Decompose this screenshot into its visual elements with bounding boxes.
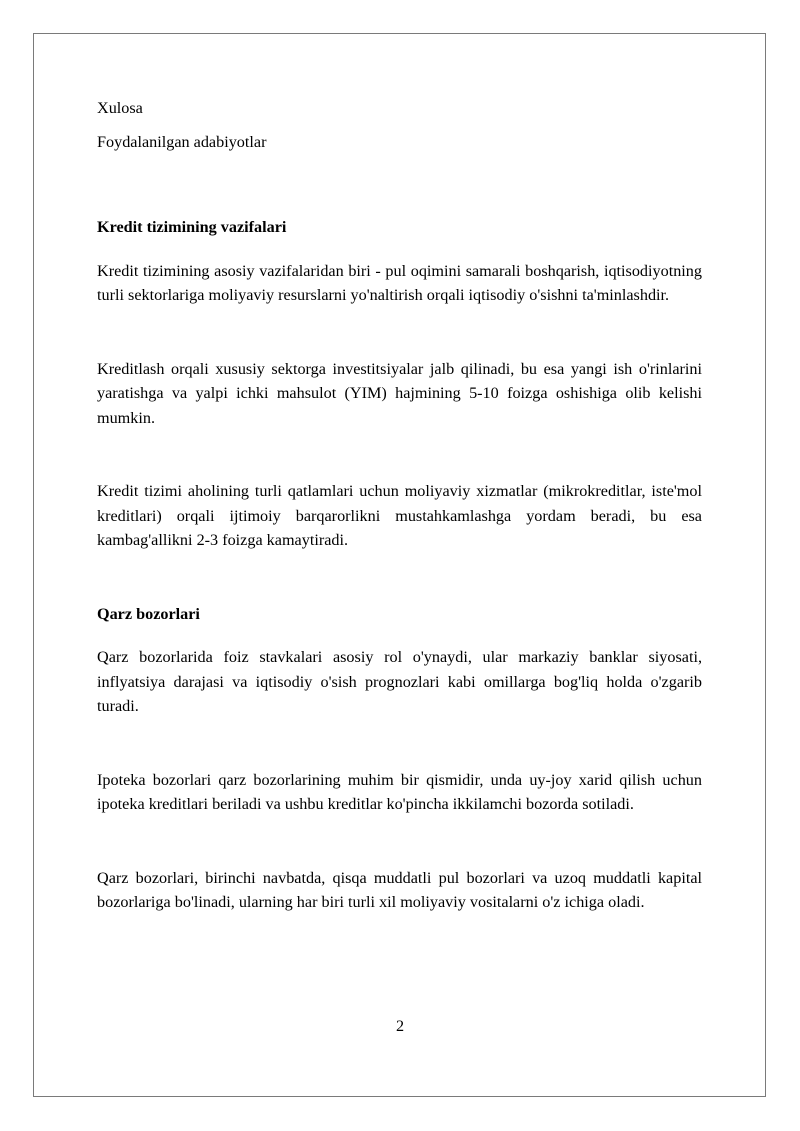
page-number: 2: [395, 1017, 405, 1035]
paragraph: Kreditlash orqali xususiy sektorga investitsiyalar jalb qilinadi, bu esa yangi ish o'rinlarini yaratishga va yalpi ichki mahsulot (YIM) hajmining 5-10 foizga oshishiga olib kelishi mumkin.: [97, 359, 702, 427]
paragraph: Kredit tizimining asosiy vazifalaridan biri - pul oqimini samarali boshqarish, iqtisodiyotning turli sektorlariga moliyaviy resurslarni yo'naltirish orqali iqtisodiy o'sishni ta'minlashdir.: [97, 261, 702, 304]
toc-item-references: Foydalanilgan adabiyotlar: [97, 132, 267, 151]
section-heading-debt-markets: Qarz bozorlari: [97, 604, 200, 623]
toc-item-conclusion: Xulosa: [97, 99, 143, 117]
paragraph: Ipoteka bozorlari qarz bozorlarining muhim bir qismidir, unda uy-joy xarid qilish uchun ipoteka kreditlari beriladi va ushbu kreditlar ko'pincha ikkilamchi bozorda sotiladi.: [97, 770, 702, 813]
paragraph: Kredit tizimi aholining turli qatlamlari uchun moliyaviy xizmatlar (mikrokreditlar, iste'mol kreditlari) orqali ijtimoiy barqarorlikni mustahkamlashga yordam beradi, bu esa kambag'allikni 2-3 foizga kamaytiradi.: [97, 482, 702, 549]
paragraph: Qarz bozorlarida foiz stavkalari asosiy rol o'ynaydi, ular markaziy banklar siyosati, inflyatsiya darajasi va iqtisodiy o'sish prognozlari kabi omillarga bog'liq holda o'zgarib turadi.: [97, 648, 702, 715]
document-body: [97, 96, 702, 915]
section-heading-credit-functions: Kredit tizimining vazifalari: [97, 218, 287, 236]
paragraph: Qarz bozorlari, birinchi navbatda, qisqa muddatli pul bozorlari va uzoq muddatli kapital bozorlariga bo'linadi, ularning har biri turli xil moliyaviy vositalarni o'z ichiga oladi.: [97, 868, 702, 911]
